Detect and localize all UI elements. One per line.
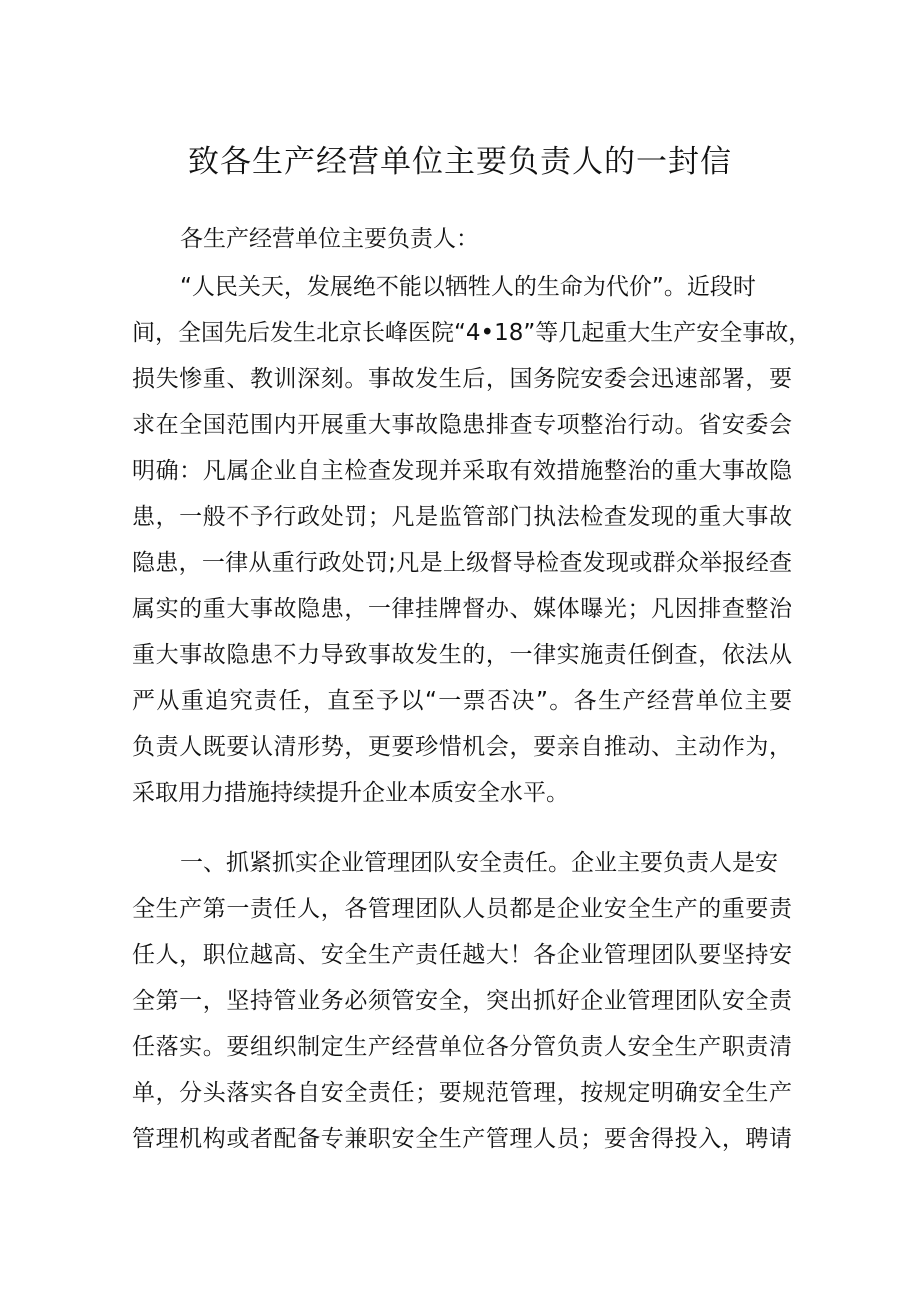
paragraph-1-line: “人民关天，发展绝不能以牺牲人的生命为代价”。近段时 <box>180 274 756 300</box>
paragraph-2-line: 全第一，坚持管业务必须管安全，突出抓好企业管理团队安全责 <box>132 988 792 1014</box>
paragraph-2-line: 单，分头落实各自安全责任；要规范管理，按规定明确安全生产 <box>132 1080 792 1106</box>
paragraph-1-line: 属实的重大事故隐患，一律挂牌督办、媒体曝光；凡因排查整治 <box>132 596 792 622</box>
paragraph-2-line: 全生产第一责任人，各管理团队人员都是企业安全生产的重要责 <box>132 896 792 922</box>
paragraph-2-line: 管理机构或者配备专兼职安全生产管理人员；要舍得投入，聘请 <box>132 1126 792 1152</box>
paragraph-1-line: 间，全国先后发生北京长峰医院“4•18”等几起重大生产安全事故， <box>132 320 812 346</box>
paragraph-1-line: 严从重追究责任，直至予以“一票否决”。各生产经营单位主要 <box>132 688 792 714</box>
paragraph-1-line: 患，一般不予行政处罚；凡是监管部门执法检查发现的重大事故 <box>132 504 792 530</box>
salutation: 各生产经营单位主要负责人： <box>180 226 479 252</box>
paragraph-1-line: 明确：凡属企业自主检查发现并采取有效措施整治的重大事故隐 <box>132 458 792 484</box>
paragraph-1-line: 采取用力措施持续提升企业本质安全水平。 <box>132 780 569 806</box>
paragraph-1-line: 损失惨重、教训深刻。事故发生后，国务院安委会迅速部署，要 <box>132 366 792 392</box>
paragraph-2-line: 一、抓紧抓实企业管理团队安全责任。企业主要负责人是安 <box>180 850 778 876</box>
paragraph-1-line: 重大事故隐患不力导致事故发生的，一律实施责任倒查，依法从 <box>132 642 792 668</box>
paragraph-1-line: 隐患，一律从重行政处罚;凡是上级督导检查发现或群众举报经查 <box>132 550 792 576</box>
letter-title: 致各生产经营单位主要负责人的一封信 <box>188 144 732 180</box>
paragraph-2-line: 任落实。要组织制定生产经营单位各分管负责人安全生产职责清 <box>132 1034 792 1060</box>
paragraph-1-line: 求在全国范围内开展重大事故隐患排查专项整治行动。省安委会 <box>132 412 792 438</box>
paragraph-1-line: 负责人既要认清形势，更要珍惜机会，要亲自推动、主动作为， <box>132 734 792 760</box>
paragraph-2-line: 任人，职位越高、安全生产责任越大！各企业管理团队要坚持安 <box>132 942 792 968</box>
